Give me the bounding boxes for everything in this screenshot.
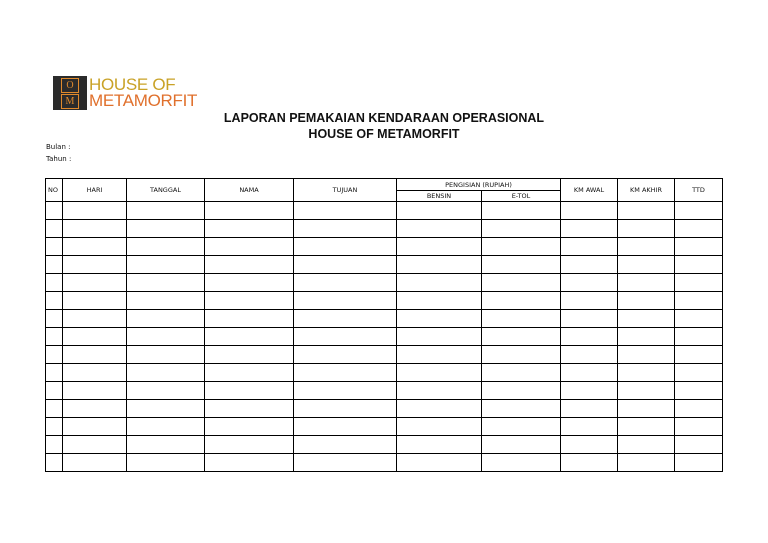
table-cell[interactable] — [397, 292, 482, 310]
table-cell[interactable] — [482, 418, 561, 436]
table-row — [46, 310, 723, 328]
table-cell[interactable] — [675, 256, 723, 274]
table-cell[interactable] — [46, 292, 63, 310]
table-cell[interactable] — [675, 418, 723, 436]
table-cell[interactable] — [294, 328, 397, 346]
table-cell[interactable] — [482, 310, 561, 328]
table-cell[interactable] — [618, 418, 675, 436]
table-cell[interactable] — [127, 292, 205, 310]
table-cell[interactable] — [127, 238, 205, 256]
table-cell[interactable] — [561, 346, 618, 364]
table-cell[interactable] — [63, 328, 127, 346]
table-cell[interactable] — [205, 454, 294, 472]
header-km-awal: KM AWAL — [561, 179, 618, 202]
header-tujuan: TUJUAN — [294, 179, 397, 202]
table-cell[interactable] — [205, 220, 294, 238]
table-cell[interactable] — [205, 382, 294, 400]
table-row — [46, 292, 723, 310]
table-cell[interactable] — [63, 238, 127, 256]
table-cell[interactable] — [397, 202, 482, 220]
table-cell[interactable] — [294, 400, 397, 418]
table-cell[interactable] — [46, 310, 63, 328]
table-cell[interactable] — [63, 454, 127, 472]
table-cell[interactable] — [397, 256, 482, 274]
table-cell[interactable] — [618, 382, 675, 400]
table-cell[interactable] — [205, 418, 294, 436]
table-cell[interactable] — [397, 328, 482, 346]
table-cell[interactable] — [46, 238, 63, 256]
table-cell[interactable] — [618, 454, 675, 472]
table-cell[interactable] — [397, 238, 482, 256]
table-cell[interactable] — [205, 364, 294, 382]
table-cell[interactable] — [675, 346, 723, 364]
table-cell[interactable] — [294, 382, 397, 400]
table-cell[interactable] — [675, 328, 723, 346]
table-row — [46, 220, 723, 238]
table-cell[interactable] — [675, 382, 723, 400]
logo-line-2: METAMORFIT — [89, 91, 198, 110]
table-cell[interactable] — [127, 364, 205, 382]
logo-text — [89, 77, 197, 109]
table-cell[interactable] — [127, 400, 205, 418]
table-cell[interactable] — [294, 292, 397, 310]
table-cell[interactable] — [397, 364, 482, 382]
table-cell[interactable] — [46, 436, 63, 454]
table-row — [46, 256, 723, 274]
table-cell[interactable] — [618, 400, 675, 418]
table-cell[interactable] — [63, 382, 127, 400]
table-cell[interactable] — [63, 364, 127, 382]
header-etol: E-TOL — [482, 191, 561, 202]
table-cell[interactable] — [127, 382, 205, 400]
table-cell[interactable] — [46, 202, 63, 220]
table-cell[interactable] — [205, 346, 294, 364]
table-cell[interactable] — [482, 220, 561, 238]
table-cell[interactable] — [397, 418, 482, 436]
table-row — [46, 364, 723, 382]
table-cell[interactable] — [205, 292, 294, 310]
table-cell[interactable] — [675, 436, 723, 454]
table-cell[interactable] — [127, 328, 205, 346]
table-cell[interactable] — [63, 436, 127, 454]
header-ttd: TTD — [675, 179, 723, 202]
logo-mark-top: O — [61, 78, 79, 93]
table-cell[interactable] — [618, 364, 675, 382]
table-cell[interactable] — [127, 274, 205, 292]
table-cell[interactable] — [46, 454, 63, 472]
table-cell[interactable] — [205, 256, 294, 274]
table-cell[interactable] — [618, 202, 675, 220]
table-cell[interactable] — [63, 418, 127, 436]
table-row — [46, 238, 723, 256]
header-no: NO — [46, 179, 63, 202]
table-cell[interactable] — [397, 220, 482, 238]
table-cell[interactable] — [618, 274, 675, 292]
table-cell[interactable] — [127, 202, 205, 220]
table-cell[interactable] — [63, 220, 127, 238]
table-cell[interactable] — [46, 400, 63, 418]
table-row — [46, 328, 723, 346]
table-cell[interactable] — [127, 346, 205, 364]
table-cell[interactable] — [561, 310, 618, 328]
table-cell[interactable] — [482, 238, 561, 256]
table-cell[interactable] — [561, 400, 618, 418]
table-cell[interactable] — [482, 292, 561, 310]
table-cell[interactable] — [46, 382, 63, 400]
header-bensin: BENSIN — [397, 191, 482, 202]
table-cell[interactable] — [675, 238, 723, 256]
table-cell[interactable] — [675, 454, 723, 472]
table-cell[interactable] — [397, 400, 482, 418]
table-cell[interactable] — [561, 328, 618, 346]
company-logo — [53, 76, 197, 110]
table-cell[interactable] — [561, 202, 618, 220]
table-cell[interactable] — [46, 220, 63, 238]
table-cell[interactable] — [618, 256, 675, 274]
table-cell[interactable] — [46, 256, 63, 274]
table-cell[interactable] — [127, 256, 205, 274]
table-cell[interactable] — [618, 292, 675, 310]
table-cell[interactable] — [205, 238, 294, 256]
table-cell[interactable] — [561, 364, 618, 382]
header-pengisian: PENGISIAN (RUPIAH) — [397, 179, 561, 191]
table-cell[interactable] — [482, 346, 561, 364]
table-cell[interactable] — [127, 454, 205, 472]
table-cell[interactable] — [63, 256, 127, 274]
table-cell[interactable] — [561, 454, 618, 472]
table-cell[interactable] — [63, 400, 127, 418]
table-cell[interactable] — [63, 202, 127, 220]
table-cell[interactable] — [482, 274, 561, 292]
table-cell[interactable] — [46, 418, 63, 436]
table-cell[interactable] — [675, 202, 723, 220]
table-cell[interactable] — [46, 328, 63, 346]
table-cell[interactable] — [294, 364, 397, 382]
table-cell[interactable] — [205, 274, 294, 292]
table-cell[interactable] — [46, 346, 63, 364]
table-cell[interactable] — [127, 310, 205, 328]
table-cell[interactable] — [675, 400, 723, 418]
table-cell[interactable] — [205, 328, 294, 346]
table-cell[interactable] — [294, 436, 397, 454]
table-cell[interactable] — [482, 328, 561, 346]
report-title: LAPORAN PEMAKAIAN KENDARAAN OPERASIONAL — [223, 111, 545, 125]
header-nama: NAMA — [205, 179, 294, 202]
table-cell[interactable] — [482, 364, 561, 382]
table-cell[interactable] — [618, 310, 675, 328]
table-row — [46, 202, 723, 220]
header-tanggal: TANGGAL — [127, 179, 205, 202]
table-cell[interactable] — [294, 274, 397, 292]
table-cell[interactable] — [482, 382, 561, 400]
table-row — [46, 436, 723, 454]
table-cell[interactable] — [46, 274, 63, 292]
table-cell[interactable] — [675, 364, 723, 382]
table-cell[interactable] — [561, 382, 618, 400]
table-cell[interactable] — [482, 202, 561, 220]
table-cell[interactable] — [397, 382, 482, 400]
table-cell[interactable] — [46, 364, 63, 382]
table-cell[interactable] — [675, 292, 723, 310]
table-cell[interactable] — [675, 274, 723, 292]
table-cell[interactable] — [561, 292, 618, 310]
table-cell[interactable] — [561, 274, 618, 292]
table-cell[interactable] — [294, 220, 397, 238]
table-row — [46, 418, 723, 436]
table-row — [46, 454, 723, 472]
table-cell[interactable] — [205, 400, 294, 418]
year-label: Tahun : — [46, 155, 72, 163]
table-cell[interactable] — [63, 292, 127, 310]
table-cell[interactable] — [618, 328, 675, 346]
table-cell[interactable] — [561, 256, 618, 274]
logo-line-1: HOUSE OF — [89, 75, 176, 94]
table-body — [46, 202, 723, 472]
table-cell[interactable] — [561, 418, 618, 436]
table-cell[interactable] — [482, 436, 561, 454]
header-km-akhir: KM AKHIR — [618, 179, 675, 202]
table-cell[interactable] — [618, 346, 675, 364]
table-cell[interactable] — [63, 310, 127, 328]
table-cell[interactable] — [397, 454, 482, 472]
table-cell[interactable] — [482, 454, 561, 472]
table-cell[interactable] — [397, 436, 482, 454]
table-cell[interactable] — [294, 346, 397, 364]
table-cell[interactable] — [397, 346, 482, 364]
table-cell[interactable] — [618, 238, 675, 256]
table-cell[interactable] — [127, 220, 205, 238]
table-cell[interactable] — [618, 220, 675, 238]
table-row — [46, 346, 723, 364]
table-cell[interactable] — [205, 202, 294, 220]
table-cell[interactable] — [205, 310, 294, 328]
table-row — [46, 382, 723, 400]
table-cell[interactable] — [127, 418, 205, 436]
report-subtitle: HOUSE OF METAMORFIT — [308, 127, 460, 141]
vehicle-usage-table — [45, 178, 723, 472]
table-cell[interactable] — [561, 220, 618, 238]
table-cell[interactable] — [675, 310, 723, 328]
table-cell[interactable] — [561, 436, 618, 454]
table-cell[interactable] — [294, 238, 397, 256]
logo-mark-bottom: M — [61, 94, 79, 109]
header-hari: HARI — [63, 179, 127, 202]
table-cell[interactable] — [294, 256, 397, 274]
table-cell[interactable] — [618, 436, 675, 454]
table-cell[interactable] — [675, 220, 723, 238]
table-cell[interactable] — [63, 274, 127, 292]
table-cell[interactable] — [294, 454, 397, 472]
table-cell[interactable] — [561, 238, 618, 256]
table-cell[interactable] — [397, 274, 482, 292]
table-cell[interactable] — [294, 202, 397, 220]
month-label: Bulan : — [46, 143, 71, 151]
table-cell[interactable] — [63, 346, 127, 364]
table-row — [46, 400, 723, 418]
table-cell[interactable] — [294, 310, 397, 328]
hom-logo-icon — [53, 76, 87, 110]
table-row — [46, 274, 723, 292]
table-cell[interactable] — [397, 310, 482, 328]
table-cell[interactable] — [482, 400, 561, 418]
table-cell[interactable] — [205, 436, 294, 454]
table-cell[interactable] — [482, 256, 561, 274]
table-cell[interactable] — [127, 436, 205, 454]
table-cell[interactable] — [294, 418, 397, 436]
